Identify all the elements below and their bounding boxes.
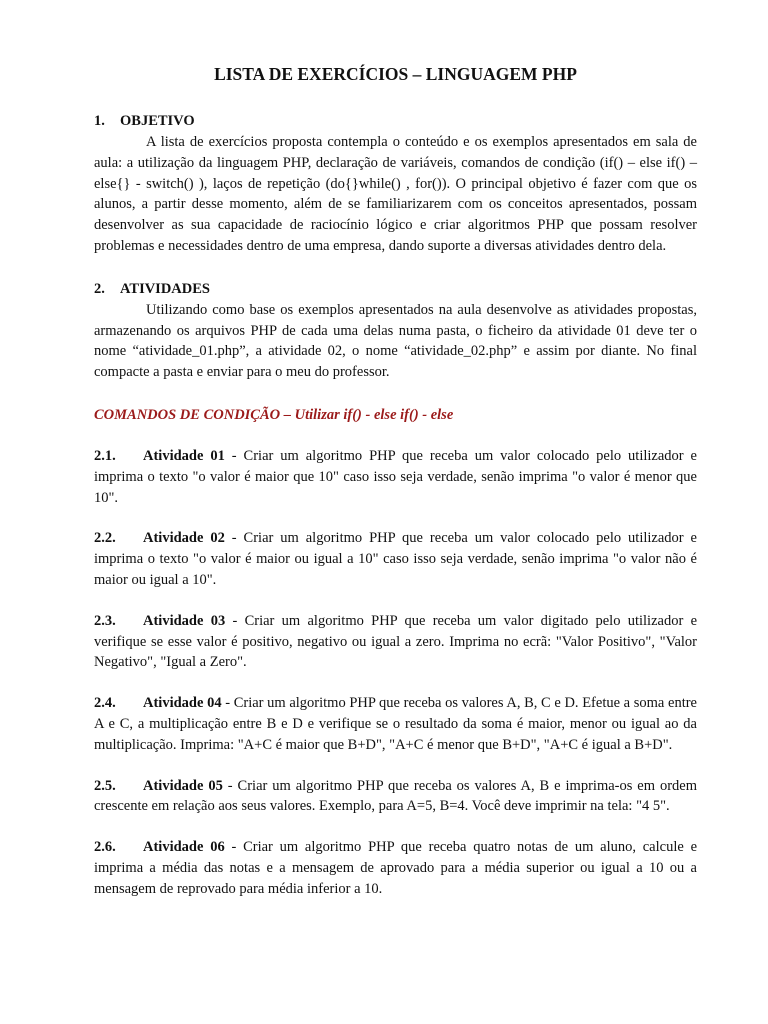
- section-paragraph: Utilizando como base os exemplos apresentados na aula desenvolve as atividades propostas, armazenando os arquivos PHP de cada uma delas numa pasta, o ficheiro da atividade 01 deve ter o nome “atividade_01.php”, a atividade 02, o nome “atividade_02.php” e assim por diante. No final compacte a pasta e enviar para o meu do professor.: [94, 301, 697, 381]
- section-number: 2.: [94, 280, 105, 297]
- activity-name: Atividade 02: [143, 530, 225, 547]
- section-number: 1.: [94, 113, 105, 129]
- activity-name: Atividade 03: [143, 612, 226, 629]
- section-objetivo: [94, 111, 697, 257]
- activity-number: 2.1.: [94, 447, 116, 464]
- activity-item: [94, 776, 697, 818]
- commands-heading: COMANDOS DE CONDIÇÃO – Utilizar if() - else if() - else: [94, 406, 454, 423]
- activity-item: [94, 446, 697, 508]
- activity-number: 2.4.: [94, 695, 116, 712]
- section-atividades: [94, 279, 697, 383]
- activity-number: 2.2.: [94, 530, 116, 547]
- activity-name: Atividade 06: [143, 839, 225, 856]
- activity-name: Atividade 05: [143, 777, 223, 794]
- activity-name: Atividade 01: [143, 447, 225, 464]
- document-page: [94, 62, 697, 900]
- activity-number: 2.5.: [94, 777, 116, 794]
- document-title: LISTA DE EXERCÍCIOS – LINGUAGEM PHP: [214, 64, 577, 84]
- activity-item: [94, 528, 697, 590]
- activity-item: [94, 693, 697, 755]
- section-heading: [94, 279, 697, 300]
- activity-item: [94, 837, 697, 899]
- section-paragraph: A lista de exercícios proposta contempla o conteúdo e os exemplos apresentados em sala de aula: a utilização da linguagem PHP, declaração de variáveis, comandos de condição (if() – else if() – else{} - switch() ), laços de repetição (do{}while() , for()). O principal objetivo é fazer com que os alunos, a partir desse momento, além de se familiarizarem com os conceitos apresentados, possam desenvolver as sua capacidade de raciocínio lógico e criar algoritmos PHP que possam resolver problemas e necessidades dentro de uma empresa, dando suporte a diversas atividades dentro dela.: [94, 134, 697, 254]
- spacer: [94, 257, 697, 279]
- activity-text: - Criar um algoritmo PHP que receba um valor colocado pelo utilizador e imprima o texto "o valor é maior ou igual a 10" caso isso seja verdade, senão imprima "o valor não é maior ou igual a 10".: [94, 530, 697, 588]
- activity-name: Atividade 04: [143, 695, 222, 712]
- activity-item: [94, 611, 697, 673]
- section-heading: [94, 111, 697, 132]
- activity-text: - Criar um algoritmo PHP que receba quatro notas de um aluno, calcule e imprima a média das notas e a mensagem de aprovado para a média superior ou igual a 10 ou a mensagem de reprovado para média inferior a 10.: [94, 839, 698, 897]
- activity-text: - Criar um algoritmo PHP que receba um valor digitado pelo utilizador e verifique se esse valor é positivo, negativo ou igual a zero. Imprima no ecrã: "Valor Positivo", "Valor Negativo", "Igual a Zero".: [94, 612, 698, 671]
- activity-text: - Criar um algoritmo PHP que receba os valores A, B, C e D. Efetue a soma entre A e C, a multiplicação entre B e D e verifique se o resultado da soma é maior, menor ou igual ao da multiplicação. Imprima: "A+C é maior que B+D", "A+C é menor que B+D", "A+C é igual a B+D".: [94, 695, 697, 753]
- activity-number: 2.6.: [94, 839, 116, 856]
- section-heading-text: ATIVIDADES: [120, 280, 210, 297]
- activity-text: - Criar um algoritmo PHP que receba os valores A, B e imprima-os em ordem crescente em relação aos seus valores. Exemplo, para A=5, B=4. Você deve imprimir na tela: "4 5".: [94, 777, 698, 815]
- activity-text: - Criar um algoritmo PHP que receba um valor colocado pelo utilizador e imprima o texto "o valor é maior que 10" caso isso seja verdade, senão imprima "o valor é menor que 10".: [94, 447, 697, 506]
- activity-number: 2.3.: [94, 612, 116, 629]
- section-heading-text: OBJETIVO: [120, 113, 195, 129]
